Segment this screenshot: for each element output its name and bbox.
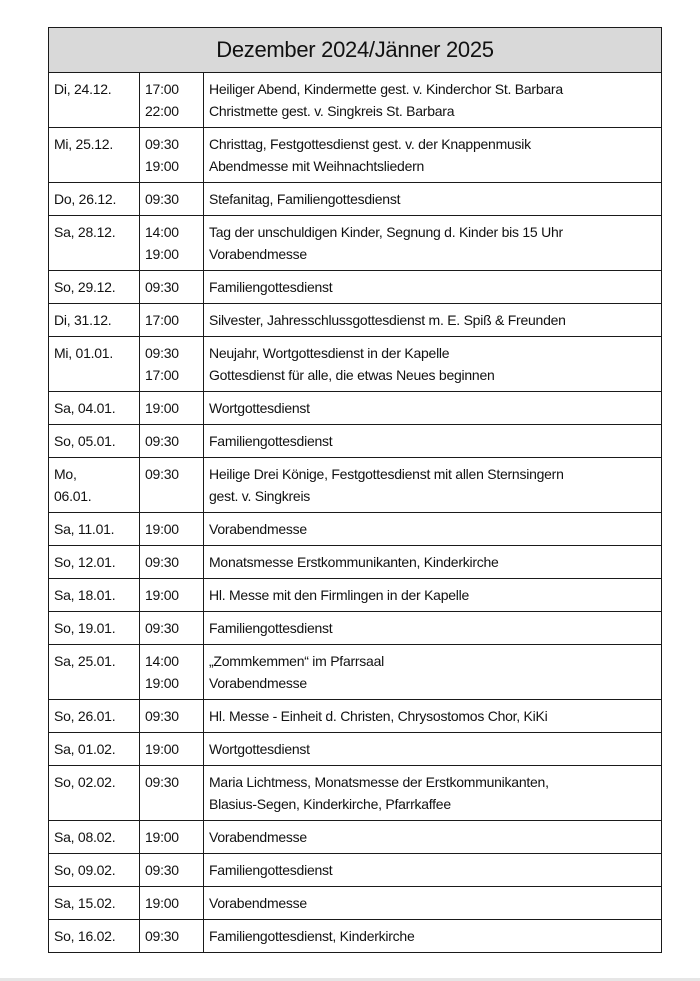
event-date <box>49 216 140 271</box>
event-description <box>204 183 662 216</box>
event-date-line: Di, 24.12. <box>54 81 112 97</box>
event-date <box>49 766 140 821</box>
event-date-line: Sa, 25.01. <box>54 653 116 669</box>
event-date <box>49 920 140 953</box>
event-date-line: Sa, 18.01. <box>54 587 116 603</box>
event-description-line: Vorabendmesse <box>209 675 307 691</box>
event-date-line: Do, 26.12. <box>54 191 117 207</box>
event-description <box>204 271 662 304</box>
schedule-row <box>49 458 662 513</box>
event-description <box>204 337 662 392</box>
schedule-table <box>48 27 662 953</box>
schedule-title: Dezember 2024/Jänner 2025 <box>49 28 662 73</box>
event-description-line: Familiengottesdienst <box>209 620 333 636</box>
event-date-line: So, 16.02. <box>54 928 116 944</box>
schedule-row <box>49 73 662 128</box>
event-description-line: Heilige Drei Könige, Festgottesdienst mit allen Sternsingern <box>209 466 564 482</box>
event-date <box>49 392 140 425</box>
event-date <box>49 458 140 513</box>
event-date <box>49 854 140 887</box>
event-description <box>204 920 662 953</box>
event-time <box>140 513 204 546</box>
schedule-body <box>49 73 662 953</box>
event-description-line: Familiengottesdienst, Kinderkirche <box>209 928 415 944</box>
schedule-row <box>49 612 662 645</box>
event-time-line: 14:00 <box>145 653 179 669</box>
schedule-row <box>49 513 662 546</box>
event-date <box>49 700 140 733</box>
schedule-row <box>49 887 662 920</box>
event-date-line: So, 12.01. <box>54 554 116 570</box>
event-description-line: Maria Lichtmess, Monatsmesse der Erstkommunikanten, <box>209 774 549 790</box>
event-date-line: Sa, 15.02. <box>54 895 116 911</box>
event-time-line: 09:30 <box>145 466 179 482</box>
event-time <box>140 821 204 854</box>
event-time <box>140 546 204 579</box>
event-date-line: So, 05.01. <box>54 433 116 449</box>
event-time <box>140 216 204 271</box>
title-row <box>49 28 662 73</box>
event-date <box>49 821 140 854</box>
event-time-line: 19:00 <box>145 400 179 416</box>
event-time-line: 09:30 <box>145 928 179 944</box>
event-time-line: 17:00 <box>145 81 179 97</box>
schedule-row <box>49 271 662 304</box>
event-time-line: 09:30 <box>145 620 179 636</box>
event-description <box>204 887 662 920</box>
event-description-line: Christmette gest. v. Singkreis St. Barbara <box>209 103 455 119</box>
event-date-line: So, 29.12. <box>54 279 116 295</box>
event-time-line: 22:00 <box>145 103 179 119</box>
schedule-row <box>49 546 662 579</box>
event-description-line: Vorabendmesse <box>209 829 307 845</box>
event-time <box>140 337 204 392</box>
event-description <box>204 579 662 612</box>
event-time-line: 17:00 <box>145 367 179 383</box>
schedule-row <box>49 425 662 458</box>
event-time-line: 09:30 <box>145 345 179 361</box>
event-description <box>204 612 662 645</box>
event-description-line: „Zommkemmen“ im Pfarrsaal <box>209 653 384 669</box>
event-time-line: 19:00 <box>145 741 179 757</box>
event-time-line: 09:30 <box>145 279 179 295</box>
event-time-line: 19:00 <box>145 521 179 537</box>
event-time-line: 19:00 <box>145 158 179 174</box>
schedule-row <box>49 733 662 766</box>
schedule-row <box>49 645 662 700</box>
event-time-line: 09:30 <box>145 554 179 570</box>
event-time-line: 19:00 <box>145 587 179 603</box>
event-time-line: 19:00 <box>145 675 179 691</box>
schedule-row <box>49 579 662 612</box>
event-time-line: 19:00 <box>145 895 179 911</box>
event-time <box>140 854 204 887</box>
event-date <box>49 546 140 579</box>
event-description <box>204 700 662 733</box>
event-time-line: 09:30 <box>145 136 179 152</box>
event-time <box>140 392 204 425</box>
event-description-line: Familiengottesdienst <box>209 862 333 878</box>
event-description-line: Familiengottesdienst <box>209 279 333 295</box>
event-time-line: 09:30 <box>145 191 179 207</box>
event-date-line: 06.01. <box>54 488 92 504</box>
event-time-line: 09:30 <box>145 433 179 449</box>
event-date-line: Sa, 01.02. <box>54 741 116 757</box>
event-description <box>204 766 662 821</box>
event-time-line: 14:00 <box>145 224 179 240</box>
event-date <box>49 733 140 766</box>
schedule-row <box>49 392 662 425</box>
event-date <box>49 645 140 700</box>
schedule-row <box>49 854 662 887</box>
schedule-row <box>49 304 662 337</box>
event-description <box>204 304 662 337</box>
event-description-line: Christtag, Festgottesdienst gest. v. der Knappenmusik <box>209 136 531 152</box>
event-description-line: Blasius-Segen, Kinderkirche, Pfarrkaffee <box>209 796 451 812</box>
event-description-line: Vorabendmesse <box>209 246 307 262</box>
event-time-line: 19:00 <box>145 246 179 262</box>
event-date <box>49 612 140 645</box>
event-time <box>140 73 204 128</box>
event-description-line: Hl. Messe mit den Firmlingen in der Kapelle <box>209 587 470 603</box>
event-date <box>49 887 140 920</box>
event-time <box>140 887 204 920</box>
event-description <box>204 513 662 546</box>
event-description <box>204 546 662 579</box>
event-description <box>204 216 662 271</box>
event-time <box>140 183 204 216</box>
event-date-line: Sa, 28.12. <box>54 224 116 240</box>
event-date <box>49 337 140 392</box>
event-date-line: Sa, 11.01. <box>54 521 115 537</box>
event-date <box>49 183 140 216</box>
event-date-line: So, 09.02. <box>54 862 116 878</box>
event-date <box>49 73 140 128</box>
event-date <box>49 513 140 546</box>
event-description-line: Neujahr, Wortgottesdienst in der Kapelle <box>209 345 450 361</box>
event-time <box>140 645 204 700</box>
event-time <box>140 700 204 733</box>
event-description <box>204 821 662 854</box>
event-time <box>140 425 204 458</box>
event-time <box>140 612 204 645</box>
event-date-line: So, 02.02. <box>54 774 116 790</box>
event-date <box>49 579 140 612</box>
event-description <box>204 128 662 183</box>
event-time-line: 19:00 <box>145 829 179 845</box>
event-date-line: Mo, <box>54 466 77 482</box>
event-time <box>140 458 204 513</box>
event-description-line: Vorabendmesse <box>209 895 307 911</box>
event-date <box>49 128 140 183</box>
event-time <box>140 304 204 337</box>
event-date <box>49 304 140 337</box>
event-description-line: Tag der unschuldigen Kinder, Segnung d. Kinder bis 15 Uhr <box>209 224 563 240</box>
event-date-line: So, 26.01. <box>54 708 116 724</box>
event-time <box>140 271 204 304</box>
event-description-line: Stefanitag, Familiengottesdienst <box>209 191 401 207</box>
event-date <box>49 425 140 458</box>
event-time <box>140 128 204 183</box>
event-description-line: Wortgottesdienst <box>209 400 310 416</box>
event-description <box>204 392 662 425</box>
schedule-row <box>49 337 662 392</box>
event-description-line: Wortgottesdienst <box>209 741 310 757</box>
event-description-line: Hl. Messe - Einheit d. Christen, Chrysostomos Chor, KiKi <box>209 708 548 724</box>
event-time <box>140 766 204 821</box>
event-description-line: Gottesdienst für alle, die etwas Neues beginnen <box>209 367 495 383</box>
event-description-line: gest. v. Singkreis <box>209 488 311 504</box>
event-time <box>140 920 204 953</box>
schedule-row <box>49 920 662 953</box>
event-time-line: 17:00 <box>145 312 179 328</box>
event-date-line: Di, 31.12. <box>54 312 112 328</box>
event-description-line: Vorabendmesse <box>209 521 307 537</box>
schedule-row <box>49 216 662 271</box>
event-time-line: 09:30 <box>145 774 179 790</box>
event-date-line: Sa, 08.02. <box>54 829 116 845</box>
event-description-line: Monatsmesse Erstkommunikanten, Kinderkirche <box>209 554 499 570</box>
event-date-line: Mi, 25.12. <box>54 136 113 152</box>
event-time-line: 09:30 <box>145 862 179 878</box>
event-description <box>204 645 662 700</box>
event-description-line: Familiengottesdienst <box>209 433 333 449</box>
schedule-row <box>49 700 662 733</box>
schedule-row <box>49 128 662 183</box>
schedule-row <box>49 766 662 821</box>
event-description <box>204 458 662 513</box>
event-description <box>204 733 662 766</box>
event-time <box>140 579 204 612</box>
event-description-line: Abendmesse mit Weihnachtsliedern <box>209 158 425 174</box>
event-date-line: So, 19.01. <box>54 620 116 636</box>
event-description-line: Silvester, Jahresschlussgottesdienst m. E. Spiß & Freunden <box>209 312 566 328</box>
schedule-row <box>49 183 662 216</box>
event-description <box>204 73 662 128</box>
event-date <box>49 271 140 304</box>
event-time <box>140 733 204 766</box>
event-date-line: Sa, 04.01. <box>54 400 116 416</box>
event-description-line: Heiliger Abend, Kindermette gest. v. Kinderchor St. Barbara <box>209 81 563 97</box>
event-time-line: 09:30 <box>145 708 179 724</box>
event-date-line: Mi, 01.01. <box>54 345 113 361</box>
schedule-row <box>49 821 662 854</box>
event-description <box>204 854 662 887</box>
event-description <box>204 425 662 458</box>
